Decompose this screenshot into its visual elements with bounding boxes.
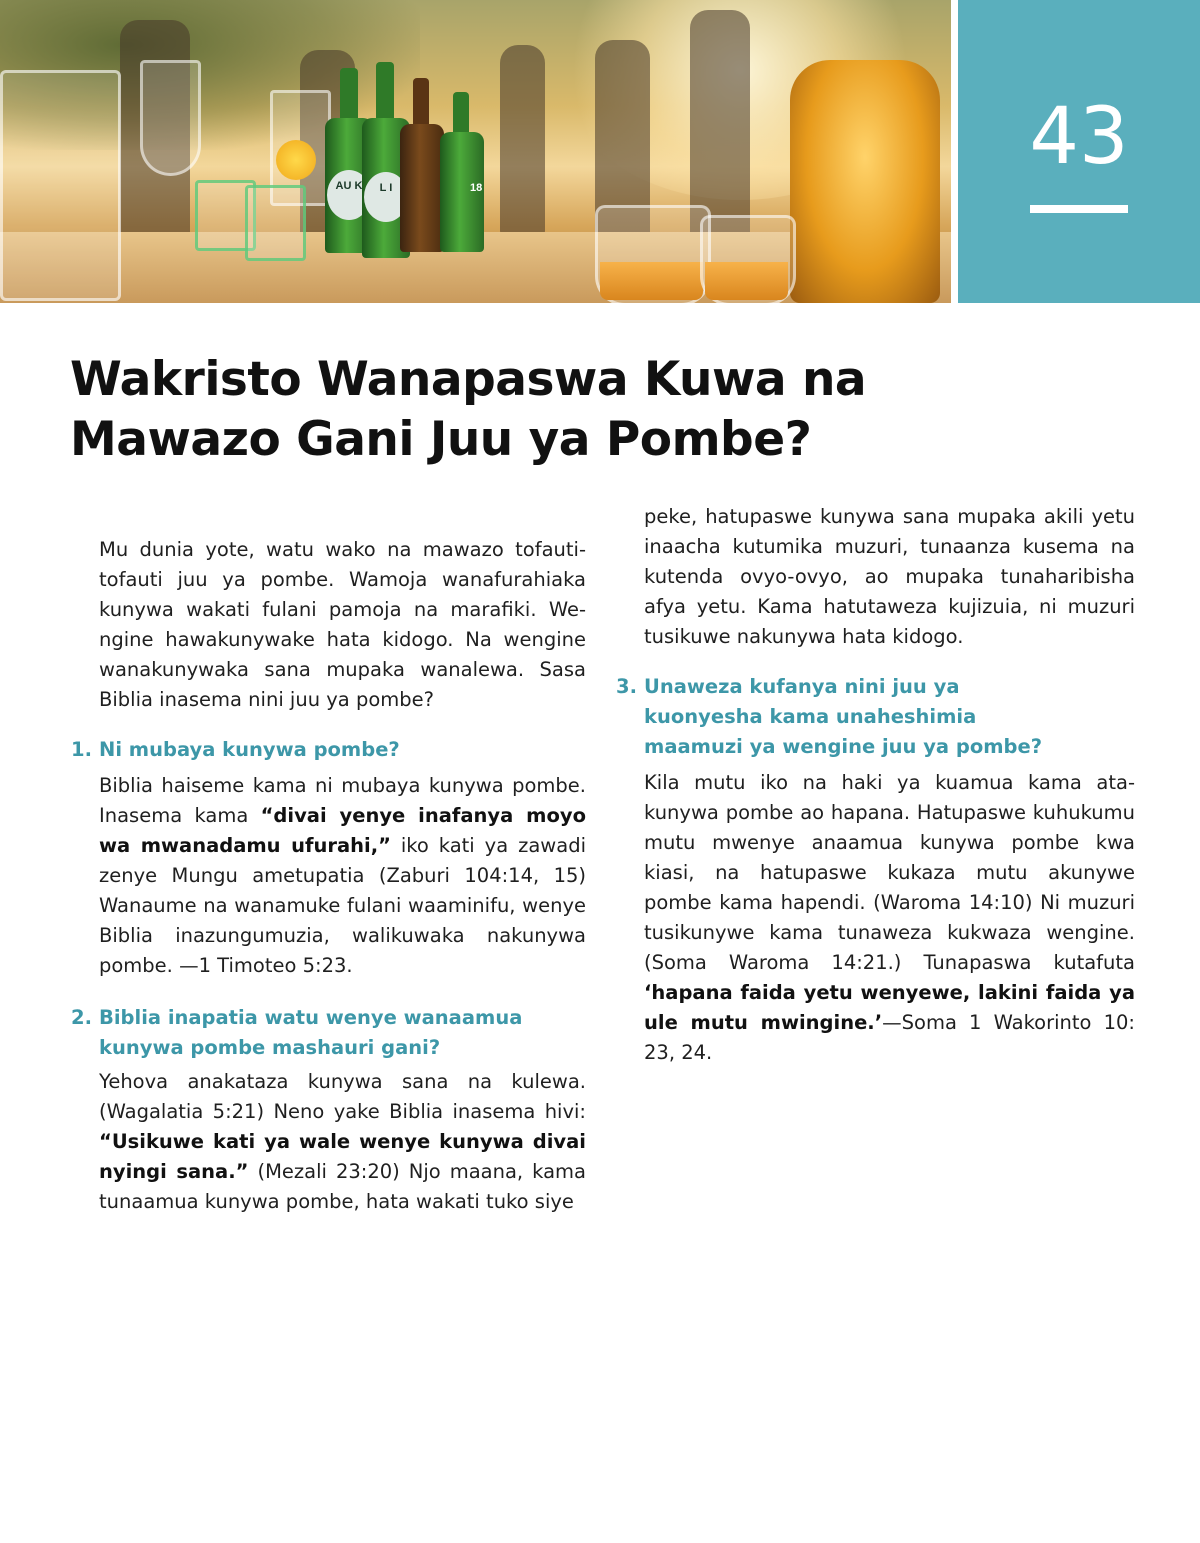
amber-bottle [790,60,940,303]
left-column-answer-2 [99,1067,586,1217]
question-2 [71,1003,539,1063]
answer-2-part-2: peke, hatupaswe kunywa sana mupaka akili yetu inaacha kutumika muzuri, tunaanza kusema na kutenda ovyo-ovyo, ao mupaka tunaharibisha afya yetu. Kama hatutaweza kujizuia, ni muzuri tusikuwe nakunywa hata kidogo. [644,505,1135,648]
water-pitcher [0,70,121,301]
question-number: 2. [71,1006,92,1029]
lesson-number: 43 [1029,92,1129,182]
beer [600,262,703,300]
answer-3 [644,768,1135,1068]
bottle-label-text: L I [379,182,393,194]
person-silhouette [500,45,545,235]
green-glass [245,185,306,261]
answer-text: —Soma 1 Wakorinto 10: 23, 24. [644,1011,1135,1064]
question-text: Unaweza kufanya nini juu ya kuonyesha kama unaheshimia maamuzi ya wengine juu ya pombe? [644,675,1043,758]
bottle-neck [376,62,394,122]
scripture-quote: ‘hapana faida yetu wenyewe, lakini faida ya ule mutu mwingine.’ [644,981,1135,1034]
question-number: 3. [616,675,637,698]
right-column [616,502,1135,1068]
header-photo [0,0,951,303]
intro-paragraph: Mu dunia yote, watu wako na mawazo tofauti-tofauti juu ya pombe. Wamoja wanafurahiaka kunywa wakati fulani pamoja na marafiki. Wengine hawakunywake hata kidogo. Na wengine wanakunywaka sana mupaka wanalewa. Sasa Biblia inasema nini juu ya pombe? [99,538,586,711]
bottle-label-text: 18 [470,182,483,194]
answer-text: iko kati ya zawadi zenye Mungu ametupatia (Zaburi 104:14, 15) Wanaume na wanamuke fulani waaminifu, wenye Biblia inazungumuzia, walikuwaka nakunywa pombe. —1 Timoteo 5:23. [99,834,586,977]
beer [705,262,788,300]
scripture-quote: “Usikuwe kati ya wale wenye kunywa divai nyingi sana.” [99,1130,586,1183]
bottle-neck [413,78,429,128]
title-line-1: Wakristo Wanapaswa Kuwa na [70,352,867,407]
answer-text: Biblia haiseme kama ni mubaya kunywa pombe. Inasema kama [99,774,586,827]
answer-1 [99,771,586,981]
page-title [70,350,970,470]
left-column [71,535,586,1063]
lesson-number-underline [1030,205,1128,213]
bottle-neck [340,68,358,123]
question-1 [71,735,586,765]
bottle-label-text: AU K [335,180,363,192]
bottle-neck [453,92,469,137]
question-text: Ni mubaya kunywa pombe? [99,738,400,761]
answer-2-part-1 [99,1067,586,1217]
title-line-2: Mawazo Gani Juu ya Pombe? [70,412,812,467]
question-3 [616,672,1074,762]
answer-text: (Mezali 23:20) Njo maana, kama tunaamua kunywa pombe, hata wakati tuko siye [99,1160,586,1213]
question-number: 1. [71,738,92,761]
scripture-quote: “divai yenye inafanya moyo wa mwanadamu ufurahi,” [99,804,586,857]
lemon-slice [276,140,316,180]
answer-text: Kila mutu iko na haki ya kuamua kama atakunywa pombe ao hapana. Hatupaswe kuhukumu mutu mwenye anaamua kunywa pombe kwa kiasi, na hatupaswe kukaza mutu akunywe pombe kama hapendi. (Waroma 14:10) Ni muzuri tusikunywe kama tunaweza kukwaza wengine. (Soma Waroma 14:21.) Tunapaswa kutafuta [644,771,1135,974]
question-text: Biblia inapatia watu wenye wanaamua kunywa pombe mashauri gani? [99,1006,523,1059]
lesson-number-box [958,0,1200,303]
answer-text: Yehova anakataza kunywa sana na kulewa. (Wagalatia 5:21) Neno yake Biblia inasema hivi: [99,1070,586,1123]
wine-glass [140,60,201,176]
brown-bottle [400,124,444,252]
